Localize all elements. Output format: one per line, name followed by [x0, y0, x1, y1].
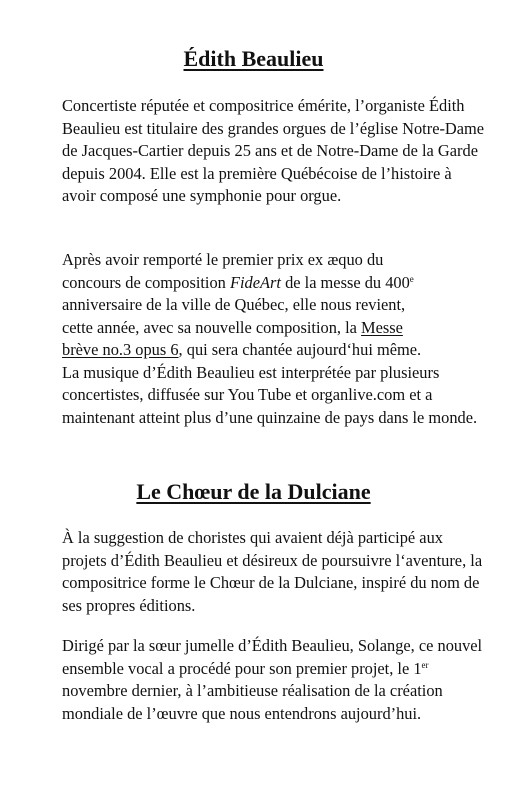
text-line: anniversaire de la ville de Québec, elle nous revient,: [62, 295, 406, 314]
paragraph-composition: [62, 249, 487, 429]
ordinal-superscript: er: [421, 659, 429, 670]
text-fragment: de la messe du 400: [280, 272, 410, 292]
text-line: [62, 317, 487, 340]
fideart-name: FideArt: [229, 272, 281, 292]
text-fragment: , qui sera chantée aujourd‘hui même.: [178, 340, 422, 359]
paragraph-choir-director: [62, 635, 487, 725]
paragraph-choir-founding: À la suggestion de choristes qui avaient déjà participé aux projets d’Édith Beaulieu et désireux de poursuivre l‘aventure, la compositrice forme le Chœur de la Dulciane, inspiré du nom de ses propres éditions.: [62, 528, 483, 615]
text-line: Après avoir remporté le premier prix ex æquo du: [62, 250, 384, 269]
text-fragment: concours de composition: [62, 272, 230, 292]
messe-title-underlined: Messe: [361, 317, 403, 337]
messe-title-underlined: brève no.3 opus 6: [62, 340, 179, 359]
text-block: La musique d’Édith Beaulieu est interprétée par plusieurs concertistes, diffusée sur You Tube et organlive.com et a maintenant atteint plus d’une quinzaine de pays dans le monde.: [62, 362, 478, 427]
section-title-choeur-dulciane: Le Chœur de la Dulciane: [136, 479, 371, 504]
text-fragment: cette année, avec sa nouvelle composition, la: [62, 317, 362, 337]
ordinal-superscript: e: [409, 273, 414, 284]
section-title-edith-beaulieu: Édith Beaulieu: [183, 46, 324, 71]
text-line: [62, 339, 487, 362]
text-line: [62, 272, 487, 295]
paragraph-biography: Concertiste réputée et compositrice émérite, l’organiste Édith Beaulieu est titulaire des grandes orgues de l’église Notre-Dame de Jacques-Cartier depuis 25 ans et de Notre-Dame de la Garde depuis 2004. Elle est la première Québécoise de l’histoire à avoir composé une symphonie pour orgue.: [62, 96, 485, 205]
text-fragment: novembre dernier, à l’ambitieuse réalisation de la création mondiale de l’œuvre que nous entendrons aujourd’hui.: [62, 681, 443, 723]
text-fragment: Dirigé par la sœur jumelle d’Édith Beaulieu, Solange, ce nouvel ensemble vocal a procédé pour son premier projet, le 1: [62, 636, 483, 678]
